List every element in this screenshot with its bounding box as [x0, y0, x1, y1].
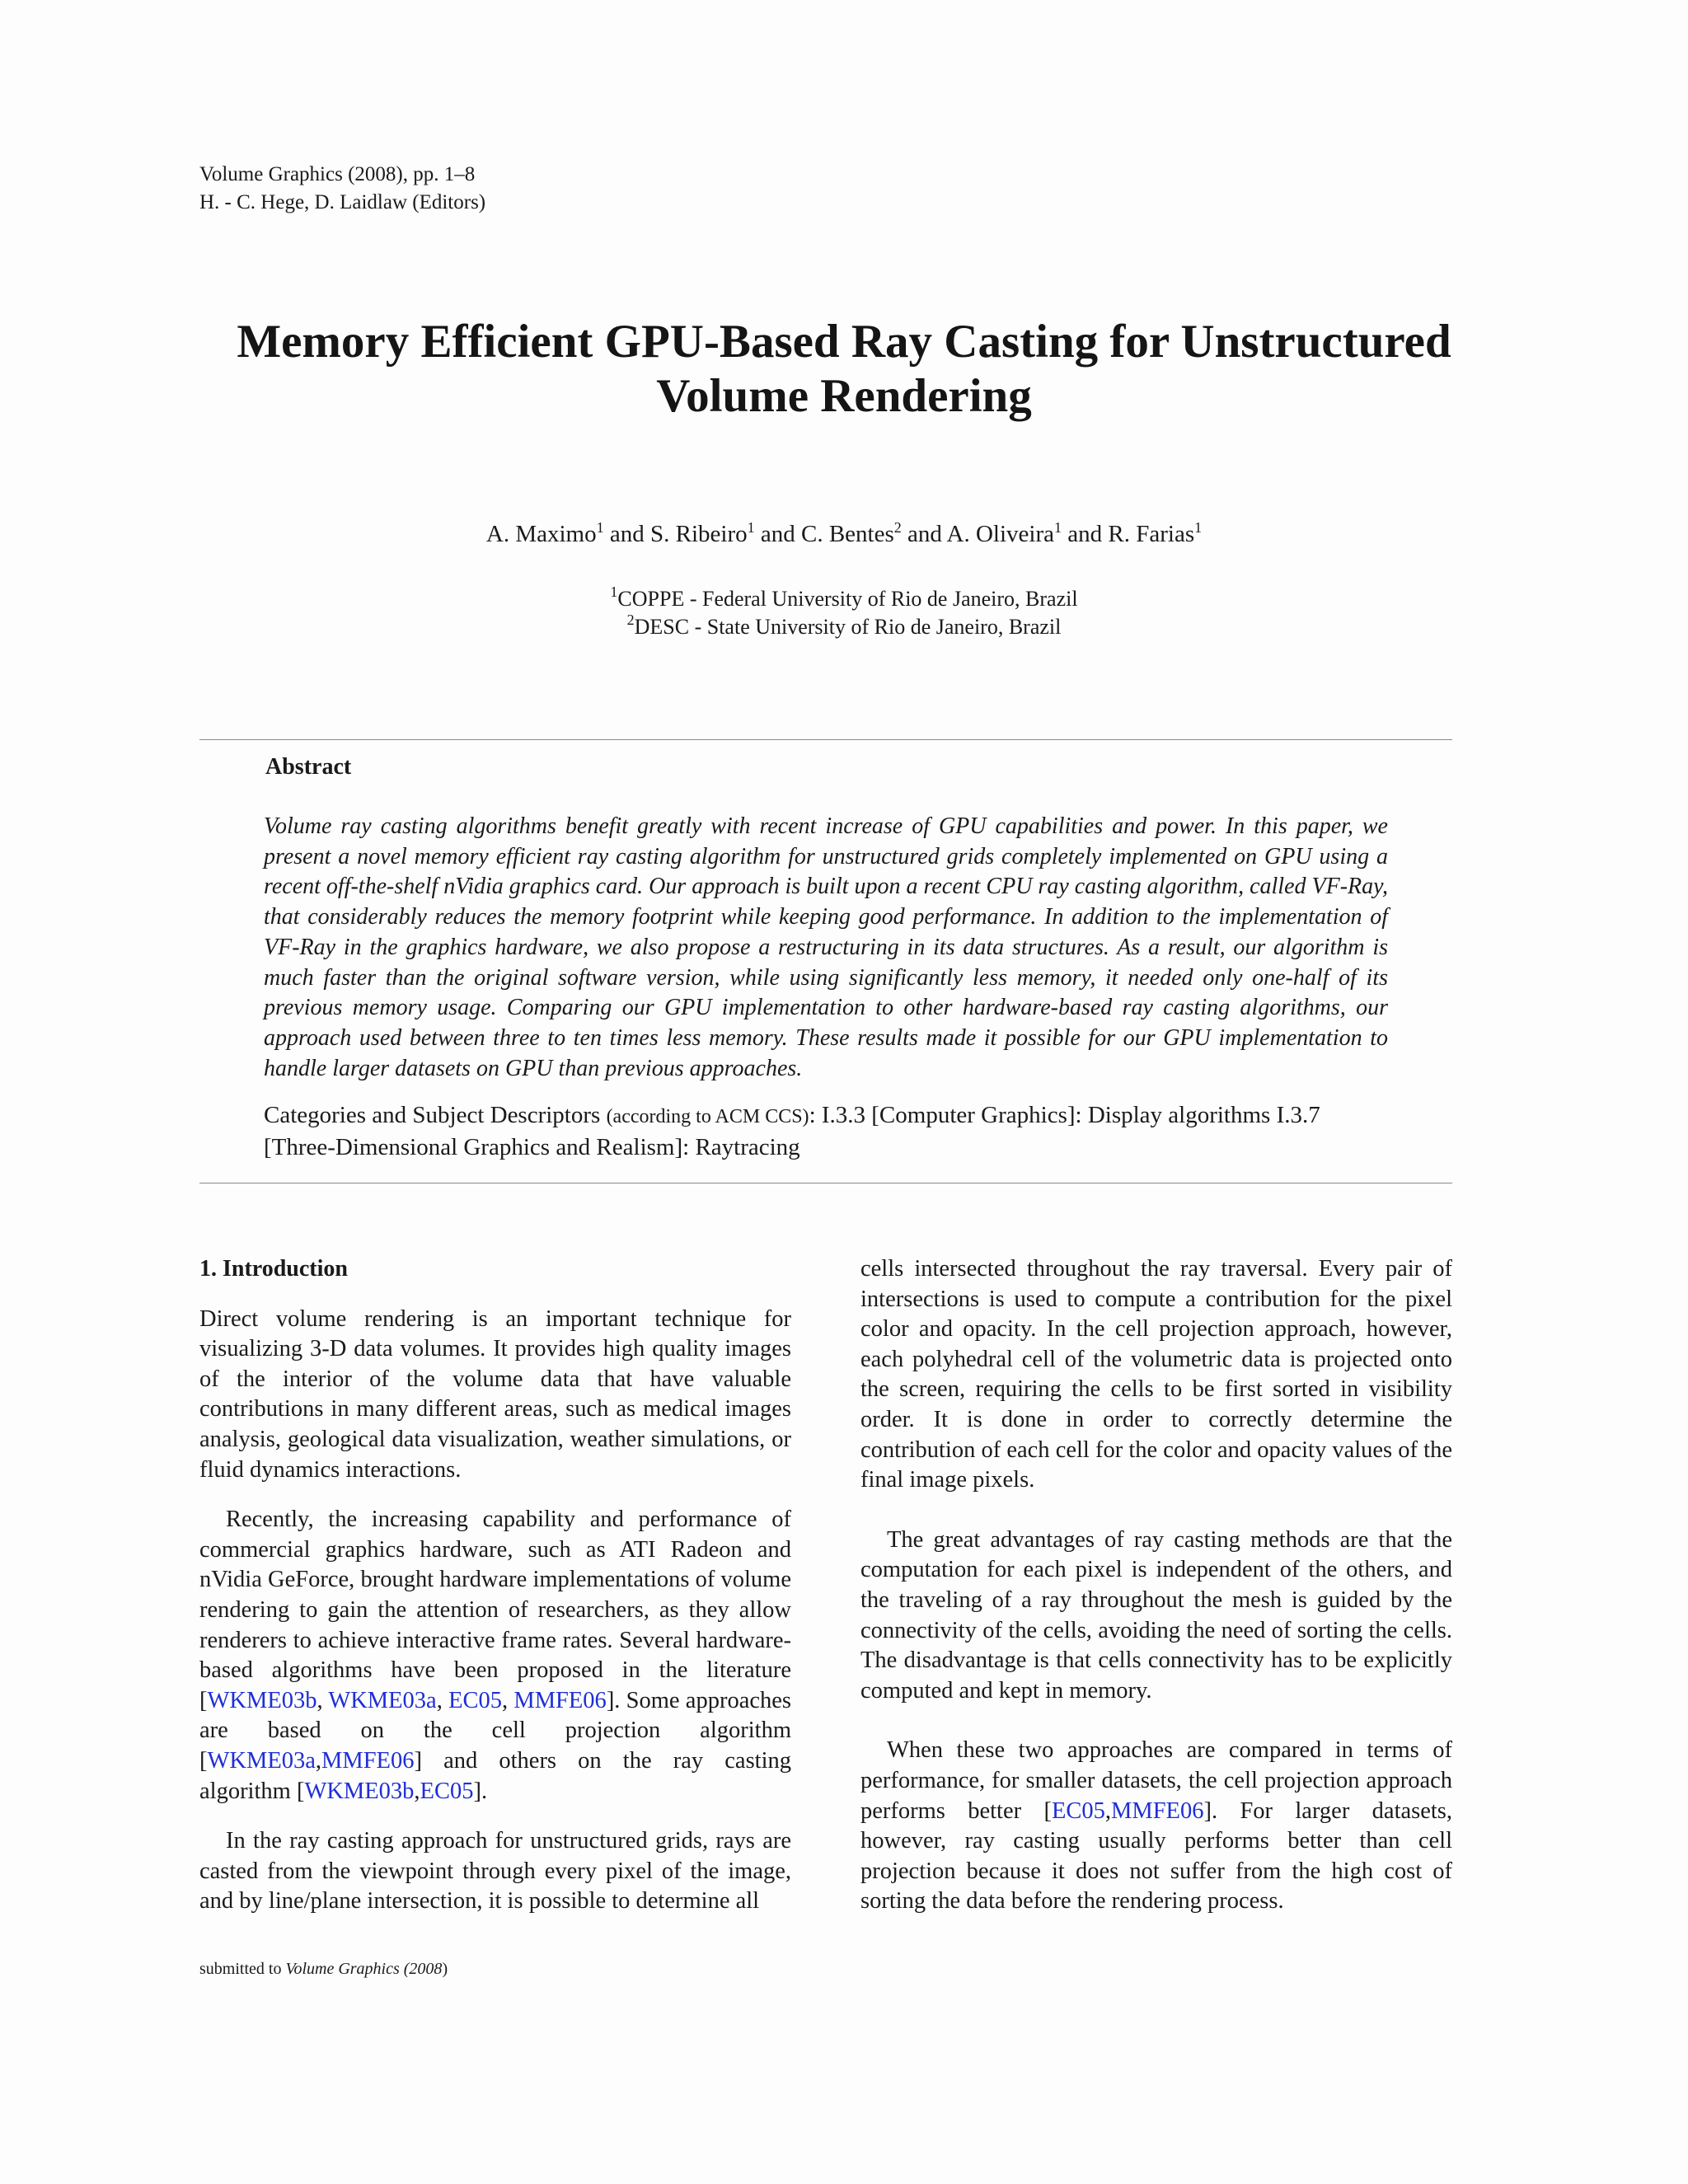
author-joiner: and [760, 521, 795, 547]
citation-link[interactable]: EC05 [420, 1778, 474, 1804]
citation-link[interactable]: MMFE06 [321, 1747, 415, 1774]
title-line-2: Volume Rendering [656, 370, 1032, 422]
citation-link[interactable]: MMFE06 [513, 1687, 607, 1713]
abstract-body: Volume ray casting algorithms benefit greatly with recent increase of GPU capabilities and power. In this paper, we present a novel memory efficient ray casting algorithm for unstructured grids completely implemented on GPU using a recent off-the-shelf nVidia graphics card. Our approach is built upon a recent CPU ray casting algorithm, called VF-Ray, that considerably reduces the memory footprint while keeping good performance. In addition to the implementation of VF-Ray in the graphics hardware, we also propose a restructuring in its data structures. As a result, our algorithm is much faster than the original software version, while using significantly less memory, it needed only one-half of its previous memory usage. Comparing our GPU implementation to other hardware-based ray casting algorithms, our approach used between three to ten times less memory. These results made it possible for our GPU implementation to handle larger datasets on GPU than previous approaches. [264, 813, 1389, 1081]
affiliation-text: COPPE - Federal University of Rio de Janeiro, Brazil [617, 587, 1078, 611]
right-column [860, 1254, 1452, 1917]
footer-prefix: submitted to [199, 1960, 286, 1978]
affiliation-mark: 2 [626, 612, 635, 628]
paragraph: In the ray casting approach for unstructured grids, rays are casted from the viewpoint through every pixel of the image, and by line/plane intersection, it is possible to determine all [199, 1828, 791, 1915]
paragraph-text: ]. [473, 1778, 488, 1804]
paragraph-text: Recently, the increasing capability and performance of commercial graphics hardware, such as ATI Radeon and nVidia GeForce, brought hardware implementations of volume rendering to gain the attention of researchers, as they allow renderers to achieve interactive frame rates. Several hardware-based algorithms have been proposed in the literature [ [199, 1507, 791, 1713]
categories-note: (according to ACM CCS) [606, 1106, 809, 1127]
author-name: S. Ribeiro [649, 521, 748, 547]
citation-link[interactable]: EC05 [448, 1687, 502, 1713]
title-line-1: Memory Efficient GPU-Based Ray Casting for Unstructured [237, 316, 1451, 368]
author-affiliation-mark: 1 [596, 519, 604, 536]
affiliation-mark: 1 [610, 583, 618, 600]
paragraph: The great advantages of ray casting methods are that the computation for each pixel is independent of the others, and the traveling of a ray throughout the mesh is guided by the connectivity of the cells, avoiding the need of sorting the cells. The disadvantage is that cells connectivity has to be explicitly computed and kept in memory. [860, 1526, 1452, 1704]
citation-link[interactable]: WKME03b [304, 1778, 415, 1804]
editors-line: H. - C. Hege, D. Laidlaw (Editors) [199, 191, 486, 213]
paragraph: Recently, the increasing capability and performance of commercial graphics hardware, such as ATI Radeon and nVidia GeForce, brought hardware implementations of volume rendering to gain the attention of researchers, as they allow renderers to achieve interactive frame rates. Several hardware-based algorithms have been proposed in the literature [WKME03b, WKME03a, EC05, MMFE06]. Some approaches are based on the cell projection algorithm [WKME03a,MMFE06] and others on the ray casting algorithm [WKME03b,EC05]. [199, 1507, 791, 1804]
author-joiner: and [1067, 521, 1103, 547]
author-name: C. Bentes [800, 521, 894, 547]
affiliation [132, 613, 1556, 641]
paper-title [132, 315, 1556, 424]
footer-venue: Volume Graphics (2008 [285, 1960, 443, 1978]
categories-text: : I.3.3 [Computer Graphics]: Display algorithms I.3.7 [Three-Dimensional Graphics and Realism]: Raytracing [264, 1102, 1320, 1160]
author-joiner: and [907, 521, 942, 547]
paragraph: cells intersected throughout the ray traversal. Every pair of intersections is used to compute a contribution for the pixel color and opacity. In the cell projection approach, however, each polyhedral cell of the volumetric data is projected onto the screen, requiring the cells to be first sorted in visibility order. It is done in order to correctly determine the contribution of each cell for the color and opacity values of the final image pixels. [860, 1256, 1452, 1493]
categories-label: Categories and Subject Descriptors [264, 1102, 601, 1128]
citation-link[interactable]: WKME03a [207, 1747, 316, 1774]
left-column [199, 1254, 791, 1917]
paragraph-text: ]. For larger datasets, however, ray casting usually performs better than cell projection because it does not suffer from the high cost of sorting the data before the rendering process. [860, 1797, 1453, 1915]
section-heading: 1. Introduction [199, 1256, 348, 1282]
paragraph-text: When these two approaches are compared in terms of performance, for smaller datasets, the cell projection approach performs better [ [860, 1737, 1452, 1824]
citation-link[interactable]: WKME03b [207, 1687, 317, 1713]
affiliation-text: DESC - State University of Rio de Janeiro, Brazil [634, 615, 1062, 639]
author-affiliation-mark: 2 [893, 519, 902, 536]
page-footer [199, 1960, 448, 1979]
author-affiliation-mark: 1 [1194, 519, 1203, 536]
author-list [132, 518, 1556, 551]
affiliation-list [132, 585, 1556, 641]
author-affiliation-mark: 1 [747, 519, 755, 536]
footer-suffix: ) [442, 1960, 448, 1978]
author-affiliation-mark: 1 [1054, 519, 1062, 536]
subject-descriptors [264, 1100, 1388, 1163]
citation-link[interactable]: MMFE06 [1111, 1797, 1204, 1824]
paragraph-text: ] and others on the ray casting algorithm [ [199, 1747, 791, 1804]
paragraph: Direct volume rendering is an important technique for visualizing 3-D data volumes. It provides high quality images of the interior of the volume data that have valuable contributions in many different areas, such as medical images analysis, geological data visualization, weather simulations, or fluid dynamics interactions. [199, 1305, 791, 1483]
author-joiner: and [609, 521, 645, 547]
citation-link[interactable]: WKME03a [328, 1687, 437, 1713]
citation-link[interactable]: EC05 [1051, 1797, 1105, 1824]
abstract-top-rule [199, 739, 1452, 740]
author-name: A. Maximo [485, 521, 597, 547]
author-name: R. Farias [1108, 521, 1195, 547]
author-name: A. Oliveira [946, 521, 1055, 547]
abstract-heading: Abstract [265, 754, 352, 780]
affiliation [132, 585, 1556, 613]
paragraph: When these two approaches are compared in terms of performance, for smaller datasets, the cell projection approach performs better [EC05,MMFE06]. For larger datasets, however, ray casting usually performs better than cell projection because it does not suffer from the high cost of sorting the data before the rendering process. [860, 1737, 1453, 1915]
paragraph-text: ]. Some approaches are based on the cell projection algorithm [ [199, 1687, 791, 1774]
journal-line: Volume Graphics (2008), pp. 1–8 [199, 163, 476, 185]
